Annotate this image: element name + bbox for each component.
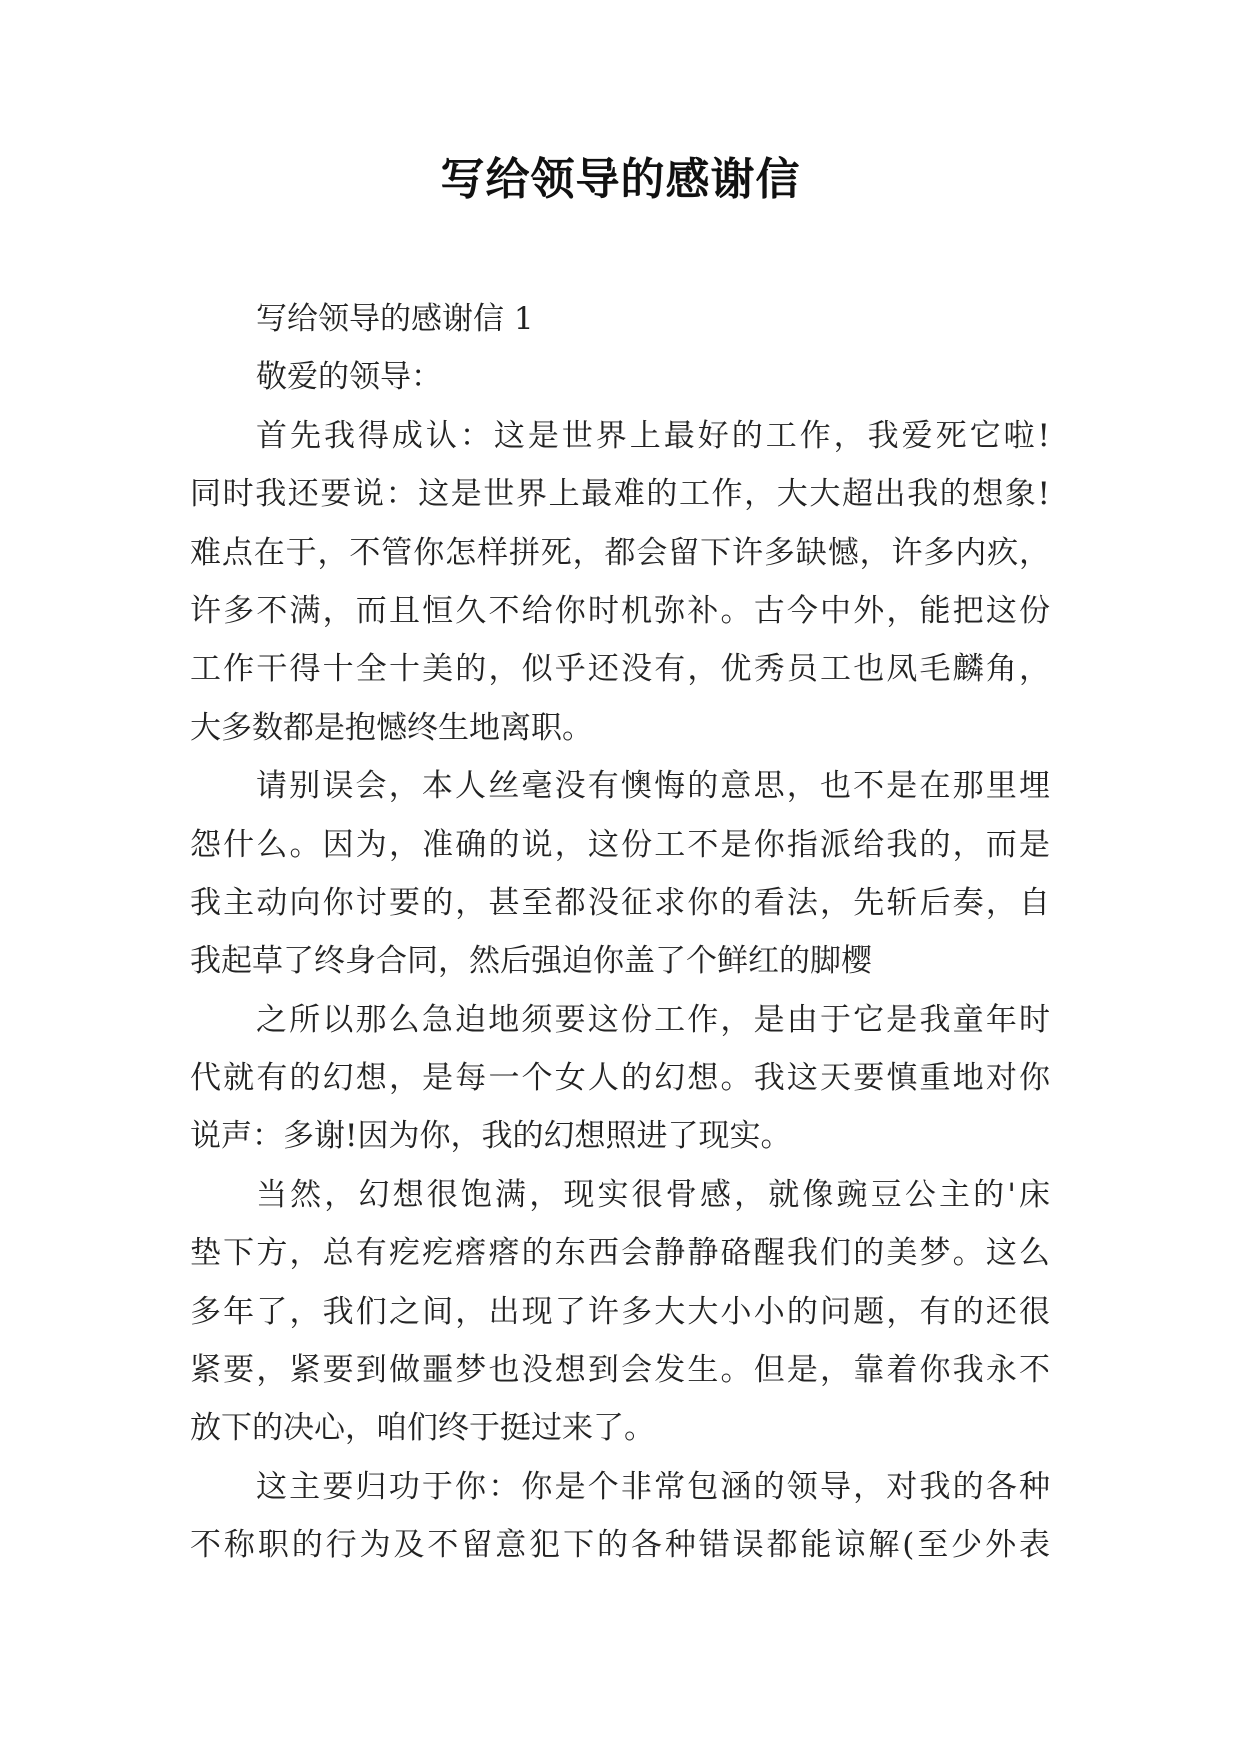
text-line: 不称职的行为及不留意犯下的各种错误都能谅解(至少外表 (190, 1527, 1050, 1564)
text-line: 紧要，紧要到做噩梦也没想到会发生。但是，靠着你我永不 (190, 1352, 1050, 1389)
text-line: 敬爱的领导： (256, 359, 442, 396)
text-line: 大多数都是抱憾终生地离职。 (190, 709, 593, 746)
text-line: 我起草了终身合同，然后强迫你盖了个鲜红的脚樱 (190, 943, 872, 980)
text-line: 工作干得十全十美的，似乎还没有，优秀员工也凤毛麟角， (190, 651, 1050, 688)
document-title: 写给领导的感谢信 (440, 154, 801, 205)
text-line: 难点在于，不管你怎样拼死，都会留下许多缺憾，许多内疚， (190, 534, 1050, 571)
text-line: 之所以那么急迫地须要这份工作，是由于它是我童年时 (256, 1001, 1050, 1038)
text-line: 放下的决心，咱们终于挺过来了。 (190, 1410, 655, 1447)
text-line: 当然，幻想很饱满，现实很骨感，就像豌豆公主的'床 (256, 1176, 1050, 1213)
text-line: 垫下方，总有疙疙瘩瘩的东西会静静硌醒我们的美梦。这么 (190, 1235, 1050, 1272)
text-line: 首先我得成认：这是世界上最好的工作，我爱死它啦! (256, 417, 1050, 454)
text-line: 同时我还要说：这是世界上最难的工作，大大超出我的想象! (190, 476, 1050, 513)
text-line: 我主动向你讨要的，甚至都没征求你的看法，先斩后奏，自 (190, 884, 1050, 921)
text-line: 多年了，我们之间，出现了许多大大小小的问题，有的还很 (190, 1293, 1050, 1330)
text-line: 代就有的幻想，是每一个女人的幻想。我这天要慎重地对你 (190, 1060, 1050, 1097)
text-line: 写给领导的感谢信 1 (256, 301, 534, 337)
text-line: 说声：多谢!因为你，我的幻想照进了现实。 (190, 1118, 792, 1155)
text-line: 怨什么。因为，准确的说，这份工不是你指派给我的，而是 (190, 826, 1050, 863)
text-line: 请别误会，本人丝毫没有懊悔的意思，也不是在那里埋 (256, 768, 1050, 805)
text-line: 这主要归功于你：你是个非常包涵的领导，对我的各种 (256, 1468, 1050, 1505)
document-body (190, 290, 1050, 1575)
text-line: 许多不满，而且恒久不给你时机弥补。古今中外，能把这份 (190, 592, 1050, 629)
